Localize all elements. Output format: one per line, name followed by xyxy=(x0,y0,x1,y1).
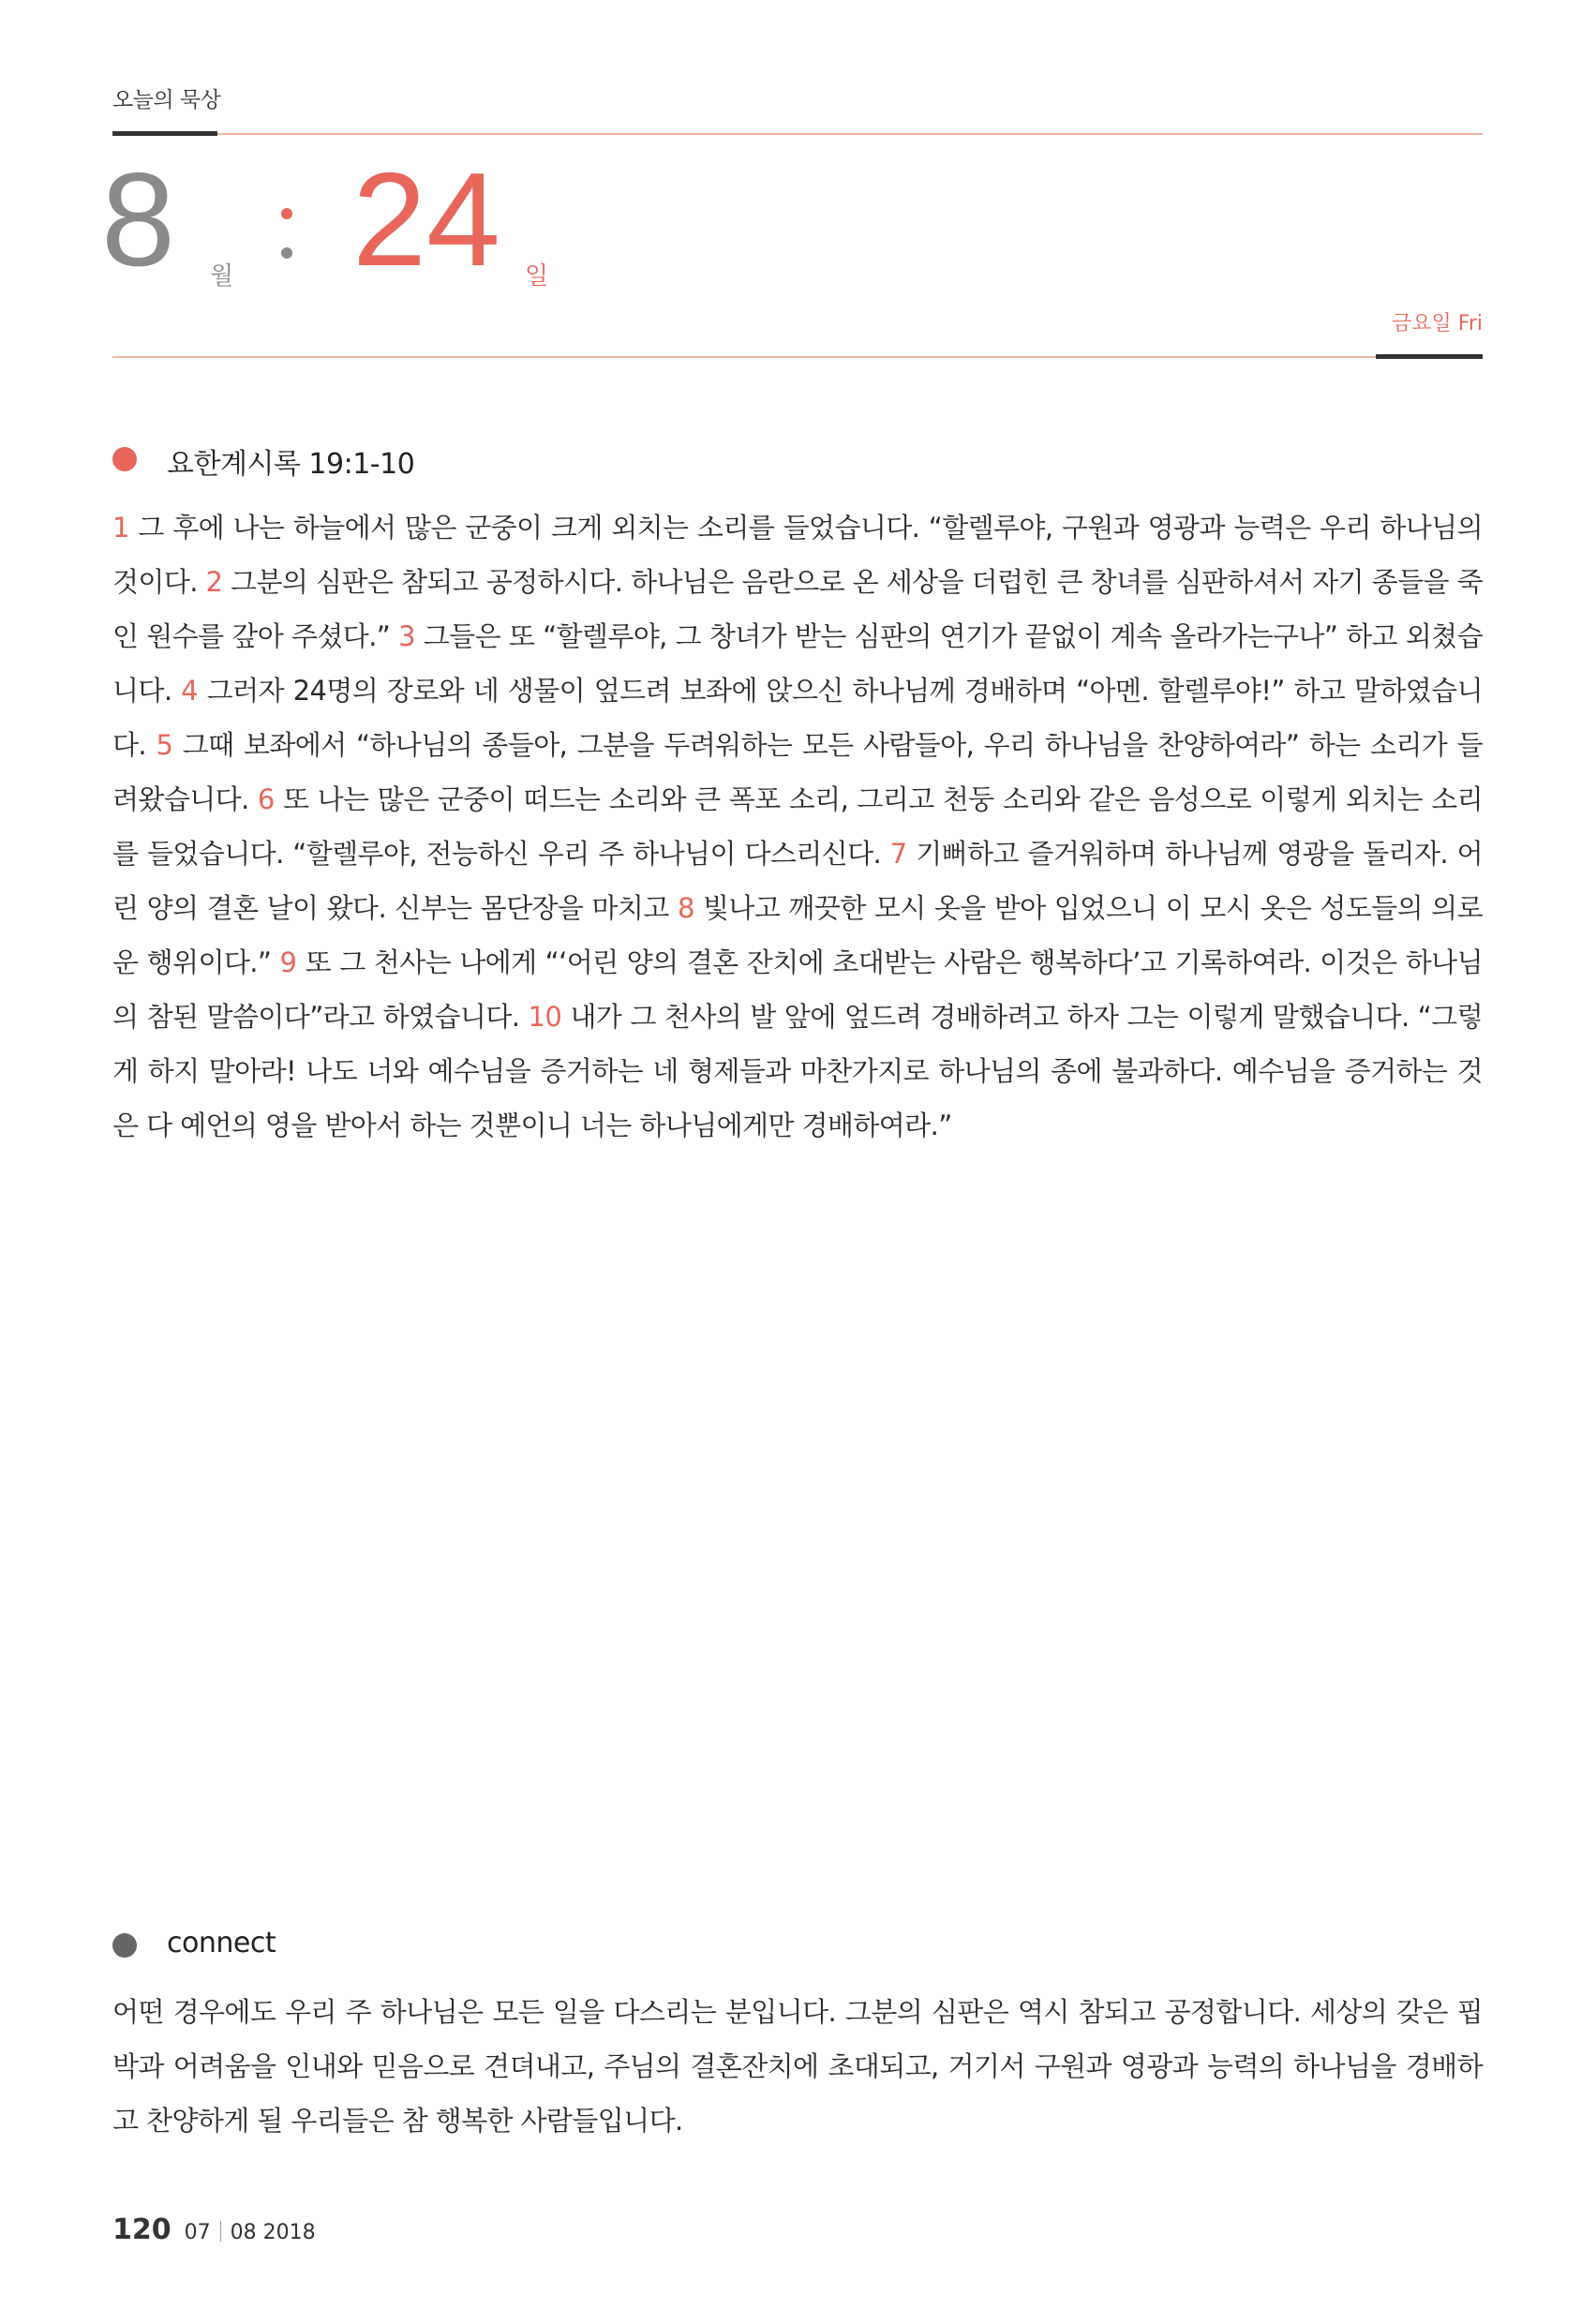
date-separator-dot-bottom xyxy=(281,247,292,259)
passage-reference: 요한계시록 19:1-10 xyxy=(167,448,415,481)
passage-bullet-icon xyxy=(112,447,137,471)
verse-text: 그들은 또 “할렐루야, 그 창녀가 받는 심판의 연기가 끝없이 계속 올라가는구나” 하고 외쳤습니다. xyxy=(112,620,1484,707)
weekday-label: 금요일 Fri xyxy=(1392,312,1483,335)
connect-title: connect xyxy=(167,1927,276,1959)
verse-number: 6 xyxy=(257,783,275,815)
verse-text: 또 나는 많은 군중이 떠드는 소리와 큰 폭포 소리, 그리고 천둥 소리와 같은 음성으로 이렇게 외치는 소리를 들었습니다. “할렐루야, 전능하신 우리 주 하나님이 다스리신다. xyxy=(112,783,1483,870)
header-divider-accent xyxy=(112,131,217,136)
date-separator-dot-top xyxy=(281,208,292,219)
issue-date: 08 2018 xyxy=(230,2221,316,2244)
verse-number: 7 xyxy=(889,838,907,870)
verse-text: 그때 보좌에서 “하나님의 종들아, 그분을 두려워하는 모든 사람들아, 우리 하나님을 찬양하여라” 하는 소리가 들려왔습니다. xyxy=(112,729,1483,815)
section-label: 오늘의 묵상 xyxy=(112,88,221,112)
issue-month: 07 xyxy=(184,2221,211,2244)
verse-number: 4 xyxy=(181,675,198,707)
header-divider xyxy=(112,133,1483,135)
date-divider xyxy=(112,356,1483,358)
verse-text: 빛나고 깨끗한 모시 옷을 받아 입었으니 이 모시 옷은 성도들의 의로운 행위이다.” xyxy=(112,892,1483,978)
connect-bullet-icon xyxy=(112,1933,137,1958)
footer-separator xyxy=(220,2221,221,2242)
date-day: 24 xyxy=(352,145,500,294)
verse-number: 5 xyxy=(156,729,173,761)
verse-text: 그분의 심판은 참되고 공정하시다. 하나님은 음란으로 온 세상을 더럽힌 큰 창녀를 심판하셔서 자기 종들을 죽인 원수를 갚아 주셨다.” xyxy=(112,566,1483,652)
passage-text xyxy=(112,500,1483,1153)
verse-number: 3 xyxy=(398,620,415,652)
verse-number: 10 xyxy=(528,1001,562,1033)
day-unit: 일 xyxy=(525,262,549,290)
verse-number: 2 xyxy=(205,566,223,598)
verse-text: 그러자 24명의 장로와 네 생물이 엎드려 보좌에 앉으신 하나님께 경배하며 “아멘. 할렐루야!” 하고 말하였습니다. xyxy=(112,675,1484,761)
verse-number: 9 xyxy=(279,946,297,978)
date-divider-accent xyxy=(1376,354,1483,359)
page-footer xyxy=(112,2213,316,2246)
verse-number: 8 xyxy=(677,892,694,924)
verse-text: 기뻐하고 즐거워하며 하나님께 영광을 돌리자. 어린 양의 결혼 날이 왔다. 신부는 몸단장을 마치고 xyxy=(112,838,1484,924)
date-month: 8 xyxy=(101,145,175,294)
verse-number: 1 xyxy=(112,512,129,544)
connect-body: 어떤 경우에도 우리 주 하나님은 모든 일을 다스리는 분입니다. 그분의 심판은 역시 참되고 공정합니다. 세상의 갖은 핍박과 어려움을 인내와 믿음으로 견뎌내고, 주님의 결혼잔치에 초대되고, 거기서 구원과 영광과 능력의 하나님을 경배하고 찬양하게 될 우리들은 참 행복한 사람들입니다. xyxy=(112,1996,1483,2137)
verse-text: 또 그 천사는 나에게 “‘어린 양의 결혼 잔치에 초대받는 사람은 행복하다’고 기록하여라. 이것은 하나님의 참된 말씀이다”라고 하였습니다. xyxy=(112,946,1483,1033)
verse-text: 그 후에 나는 하늘에서 많은 군중이 크게 외치는 소리를 들었습니다. “할렐루야, 구원과 영광과 능력은 우리 하나님의 것이다. xyxy=(112,512,1483,598)
verse-text: 내가 그 천사의 발 앞에 엎드려 경배하려고 하자 그는 이렇게 말했습니다. “그렇게 하지 말아라! 나도 너와 예수님을 증거하는 네 형제들과 마찬가지로 하나님의 종에 불과하다. 예수님을 증거하는 것은 다 예언의 영을 받아서 하는 것뿐이니 너는 하나님에게만 경배하여라.” xyxy=(112,1001,1484,1141)
page-number: 120 xyxy=(112,2213,172,2246)
month-unit: 월 xyxy=(210,262,234,290)
